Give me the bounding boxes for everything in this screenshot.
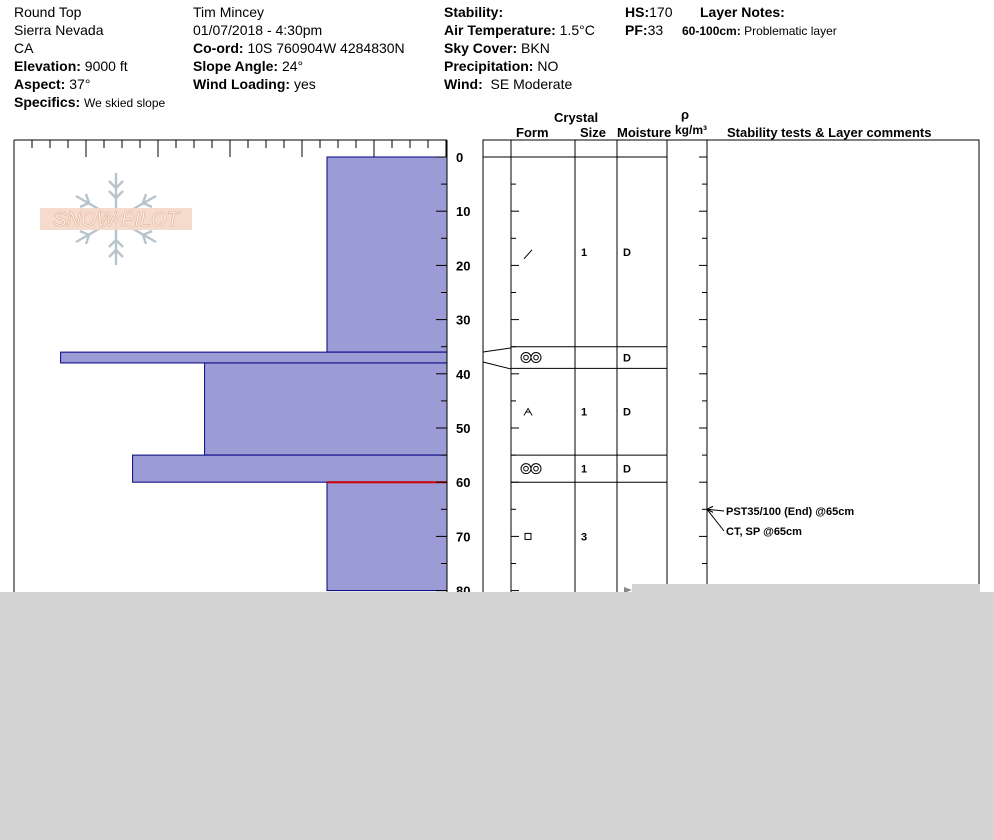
layer-moisture: D [623, 246, 631, 259]
aspect-value: 37° [69, 76, 91, 92]
depth-tick-label: 40 [456, 366, 471, 382]
layer-form [521, 353, 541, 363]
aspect-label: Aspect: [14, 76, 66, 92]
form-inner-circle [524, 355, 529, 360]
specifics-value: We skied slope [84, 96, 166, 110]
elevation-label: Elevation: [14, 58, 81, 74]
stability-tests [624, 506, 854, 593]
layer-moisture: D [623, 463, 631, 476]
pf-value: 33 [647, 22, 664, 38]
stability-test-label: PST35/100 (End) @65cm [726, 506, 855, 518]
layer-form [525, 533, 531, 539]
range-name: Sierra Nevada [14, 22, 104, 38]
layer-size: 1 [581, 463, 588, 476]
crystal-header: Crystal [554, 110, 599, 125]
moisture-header: Moisture [617, 125, 672, 140]
layer-note-range: 60-100cm: [682, 24, 741, 38]
rho-header: ρ [681, 107, 690, 122]
wind-label: Wind: [444, 76, 483, 92]
hardness-bar [205, 363, 447, 455]
form-inner-circle [534, 466, 539, 471]
precip-value: NO [537, 58, 559, 74]
form-header: Form [516, 125, 549, 140]
depth-tick-label: 20 [456, 258, 471, 274]
depth-tick-label: 60 [456, 475, 471, 491]
slope-value: 24° [281, 58, 304, 74]
air-temp-value: 1.5°C [559, 22, 595, 38]
form-outer-circle [521, 464, 531, 474]
layer-moisture: D [623, 352, 631, 365]
date-time: 01/07/2018 - 4:30pm [193, 22, 323, 38]
layer-form [521, 464, 541, 474]
sky-cover-value: BKN [521, 40, 550, 56]
comments-header: Stability tests & Layer comments [727, 125, 932, 140]
location-name: Round Top [14, 4, 82, 20]
slope-label: Slope Angle: [193, 58, 279, 74]
hardness-bar [327, 482, 447, 590]
state-name: CA [14, 40, 34, 56]
form-outer-circle [521, 353, 531, 363]
density-unit-header: kg/m³ [675, 123, 708, 137]
layer-note-text: Problematic layer [744, 24, 837, 38]
layer-size: 1 [581, 246, 588, 259]
grey-footer-area [0, 592, 994, 840]
hardness-axis-ticks [14, 140, 446, 157]
layer-form [524, 250, 532, 259]
hs-value: 170 [649, 4, 673, 20]
form-outer-circle [531, 464, 541, 474]
coord-value: 10S 760904W 4284830N [247, 40, 405, 56]
depth-tick-label: 30 [456, 312, 471, 328]
stability-test-leader [707, 509, 724, 531]
wind-loading-label: Wind Loading: [193, 76, 291, 92]
coord-label: Co-ord: [193, 40, 244, 56]
hardness-bar [133, 455, 447, 482]
wind-value: SE Moderate [490, 76, 573, 92]
sky-cover-label: Sky Cover: [444, 40, 518, 56]
layer-size: 3 [581, 531, 588, 544]
elevation-value: 9000 ft [84, 58, 128, 74]
hs-label: HS: [625, 4, 650, 20]
specifics-label: Specifics: [14, 94, 81, 110]
pf-label: PF: [625, 22, 648, 38]
boundary-connector [483, 362, 511, 369]
layer-form: ᗅ [522, 406, 534, 419]
layer-notes-label: Layer Notes: [700, 4, 785, 20]
wind-loading-value: yes [293, 76, 316, 92]
hardness-bar [61, 352, 447, 363]
table-ticks [511, 157, 707, 591]
depth-tick-label: 70 [456, 529, 471, 545]
logo-text: SNOW PILOT [53, 209, 179, 231]
layer-size: 1 [581, 406, 588, 419]
depth-tick-label: 50 [456, 421, 471, 436]
hardness-bar [327, 157, 447, 352]
observer-name: Tim Mincey [193, 4, 265, 20]
layer-moisture: D [623, 406, 631, 419]
stability-label: Stability: [444, 4, 504, 20]
depth-tick-label: 10 [456, 204, 471, 220]
air-temp-label: Air Temperature: [444, 22, 556, 38]
depth-tick-label: 0 [456, 150, 464, 165]
size-header: Size [580, 125, 607, 140]
stability-test-label: CT, SP @65cm [726, 526, 802, 538]
form-inner-circle [524, 466, 529, 471]
form-outer-circle [531, 353, 541, 363]
form-inner-circle [534, 355, 539, 360]
precip-label: Precipitation: [444, 58, 534, 74]
boundary-connector [483, 348, 511, 352]
